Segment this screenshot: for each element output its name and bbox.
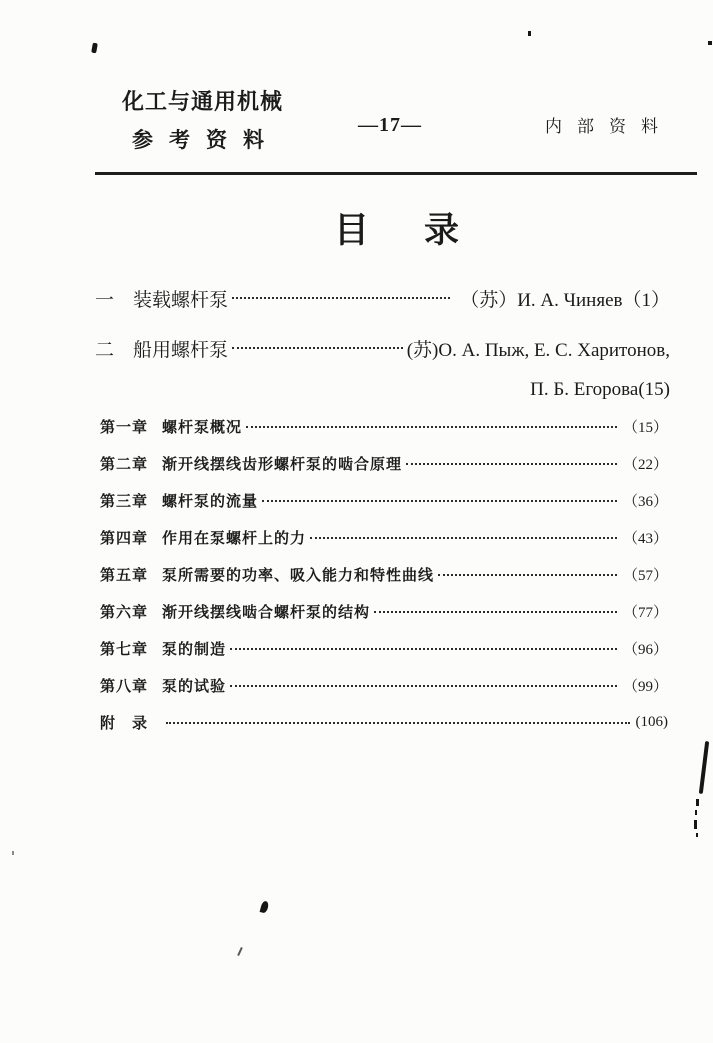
toc-title-char1: 目 <box>334 211 370 251</box>
dot-leader <box>438 574 617 576</box>
entry-title: 船用螺杆泵 <box>133 339 229 361</box>
ink-speck <box>695 810 697 815</box>
chapter-title: 螺杆泵概况 <box>162 420 243 436</box>
entry-authors-cont: П. Б. Егорова <box>530 379 639 400</box>
chapter-row <box>100 408 668 445</box>
chapter-title: 螺杆泵的流量 <box>162 494 259 510</box>
ink-speck <box>694 820 697 829</box>
toc-title <box>334 212 459 251</box>
toc-title-char2: 录 <box>424 211 460 251</box>
dot-leader <box>166 722 629 724</box>
chapter-label: 第二章 <box>100 457 149 473</box>
chapter-title: 作用在泵螺杆上的力 <box>162 531 307 547</box>
chapter-label: 附 录 <box>100 716 149 732</box>
chapter-page-number: （43） <box>622 531 668 547</box>
ink-speck <box>12 851 14 855</box>
entry-authors: （苏）И. А. Чиняев <box>460 289 623 311</box>
entry-number: 一 <box>95 289 115 311</box>
ink-speck <box>528 31 531 36</box>
dot-leader <box>230 685 617 687</box>
entry-authors-continuation <box>95 375 670 405</box>
chapter-title: 泵的试验 <box>162 679 227 695</box>
chapter-row <box>100 667 668 704</box>
chapter-row <box>100 630 668 667</box>
chapter-label: 第七章 <box>100 642 149 658</box>
chapter-title: 渐开线摆线啮合螺杆泵的结构 <box>162 605 371 621</box>
chapter-label: 第五章 <box>100 568 149 584</box>
chapter-page-number: （57） <box>622 568 668 584</box>
dot-leader <box>230 648 617 650</box>
toc-entry-row <box>95 333 670 363</box>
ink-speck <box>708 41 712 45</box>
chapter-label: 第八章 <box>100 679 149 695</box>
publication-name <box>122 90 283 154</box>
entry-page-number: (15) <box>638 379 670 400</box>
toc-entries <box>95 283 670 405</box>
chapter-page-number: (106) <box>635 714 668 730</box>
chapter-page-number: （96） <box>622 642 668 658</box>
issue-number: —17— <box>358 114 422 136</box>
chapter-row <box>100 593 668 630</box>
chapter-row <box>100 482 668 519</box>
ink-stroke <box>699 741 709 794</box>
chapter-title: 泵所需要的功率、吸入能力和特性曲线 <box>162 568 435 584</box>
chapter-label: 第四章 <box>100 531 149 547</box>
dot-leader <box>310 537 617 539</box>
publication-name-line2: 参考资料 <box>132 128 280 153</box>
chapter-page-number: （36） <box>622 494 668 510</box>
entry-number: 二 <box>95 339 115 361</box>
ink-mark <box>237 947 243 956</box>
dot-leader <box>374 611 617 613</box>
classification-label: 内部资料 <box>545 117 673 136</box>
chapter-row <box>100 556 668 593</box>
toc-entry-row <box>95 283 670 313</box>
chapter-page-number: （22） <box>622 457 668 473</box>
chapter-page-number: （15） <box>622 420 668 436</box>
chapter-label: 第一章 <box>100 420 149 436</box>
ink-mark <box>91 43 98 54</box>
chapter-row <box>100 704 668 741</box>
entry-title: 装载螺杆泵 <box>133 289 229 311</box>
dot-leader <box>232 297 450 299</box>
chapter-page-number: （77） <box>622 605 668 621</box>
chapter-row <box>100 519 668 556</box>
dot-leader <box>232 347 403 349</box>
publication-name-line1: 化工与通用机械 <box>122 90 284 115</box>
dot-leader <box>406 463 617 465</box>
dot-leader <box>262 500 617 502</box>
chapter-title: 渐开线摆线齿形螺杆泵的啮合原理 <box>162 457 403 473</box>
chapter-label: 第六章 <box>100 605 149 621</box>
ink-mark <box>260 900 270 913</box>
ink-speck <box>696 833 698 837</box>
header-divider-rule <box>95 172 697 175</box>
ink-speck <box>696 799 699 806</box>
entry-page-number: （1） <box>622 289 670 311</box>
entry-authors: (苏)О. А. Пыж, Е. С. Харитонов, <box>406 339 670 361</box>
toc-chapters <box>100 408 668 741</box>
dot-leader <box>246 426 617 428</box>
chapter-row <box>100 445 668 482</box>
chapter-page-number: （99） <box>622 679 668 695</box>
chapter-title: 泵的制造 <box>162 642 227 658</box>
chapter-label: 第三章 <box>100 494 149 510</box>
